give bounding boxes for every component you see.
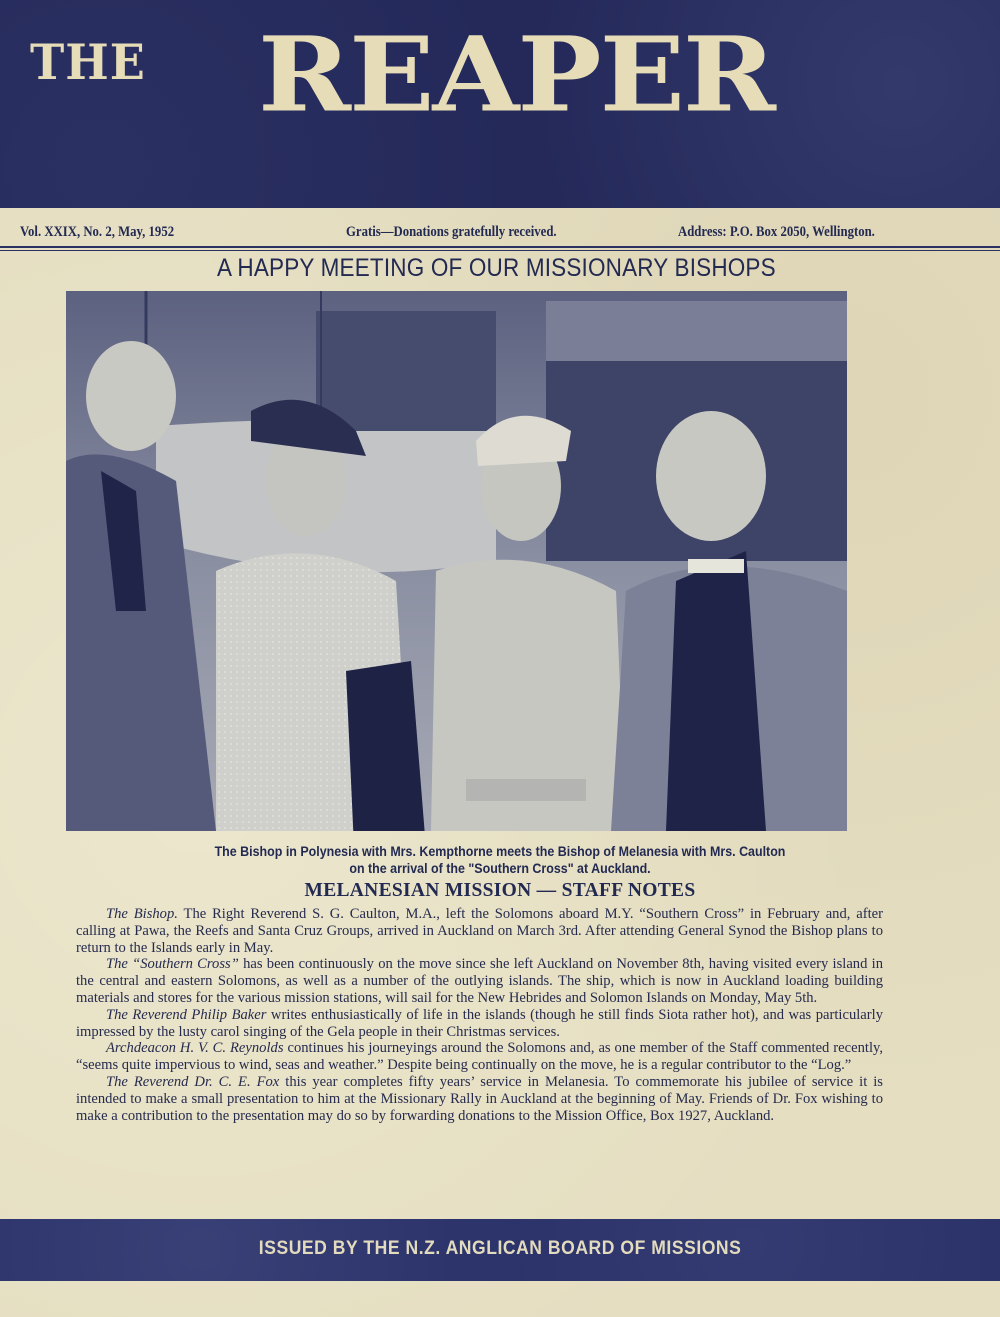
paragraph-text: writes enthusiastically of life in the islands (though he still finds Siota rather hot), and was particularly impressed by the lusty carol singing of the Gela people in their Christmas services.	[76, 1006, 883, 1040]
photo-image	[66, 291, 847, 831]
paragraph-lead: The Reverend Dr. C. E. Fox	[106, 1073, 280, 1090]
paragraph-text: The Right Reverend S. G. Caulton, M.A., left the Solomons aboard M.Y. “Southern Cross” in February and, after calling at Pawa, the Reefs and Santa Cruz Groups, arrived in Auckland on March 3rd. After attending General Synod the Bishop plans to return to the Islands early in May.	[76, 906, 883, 956]
masthead-title-large: REAPER	[258, 14, 775, 136]
paragraph-text: continues his journeyings around the Solomons and, as one member of the Staff commented recently, “seems quite impervious to wind, seas and weather.” Despite being continually on the move, he is a regular contributor to the “Log.”	[76, 1040, 883, 1074]
paragraph-text: this year completes fifty years’ service in Melanesia. To commemorate his jubilee of service it is intended to make a small presentation to him at the Missionary Rally in Auckland at the beginning of May. Friends of Dr. Fox wishing to make a contribution to the presentation may do so by forwarding donations to the Mission Office, Box 1927, Auckland.	[76, 1073, 883, 1124]
gratis-notice: Gratis—Donations gratefully received.	[346, 224, 557, 240]
masthead-title-small: THE	[30, 34, 146, 91]
paragraph-lead: The Reverend Philip Baker	[106, 1006, 267, 1023]
divider-rule-thin	[0, 250, 1000, 251]
issue-info-line	[0, 220, 1000, 244]
paragraph-fox	[76, 1074, 883, 1124]
paragraph-reynolds	[76, 1040, 883, 1074]
footer-text: ISSUED BY THE N.Z. ANGLICAN BOARD OF MISSIONS	[258, 1237, 742, 1259]
paragraph-lead: The “Southern Cross”	[106, 956, 239, 973]
footer-text-wrap	[0, 1237, 1000, 1260]
paragraph-southern-cross	[76, 956, 883, 1006]
volume-info: Vol. XXIX, No. 2, May, 1952	[20, 224, 175, 240]
article-title: MELANESIAN MISSION — STAFF NOTES	[304, 880, 696, 901]
article-body	[76, 906, 883, 1124]
paragraph-text: has been continuously on the move since she left Auckland on November 8th, having visited every island in the central and eastern Solomons, as well as a number of the outlying islands. The ship, which is now in Auckland loading building materials and stores for the various mission stations, will sail for the New Hebrides and Solomon Islands on Monday, May 5th.	[76, 956, 883, 1006]
paragraph-bishop	[76, 906, 883, 956]
headline-text: A HAPPY MEETING OF OUR MISSIONARY BISHOPS	[216, 254, 776, 282]
paragraph-lead: Archdeacon H. V. C. Reynolds	[106, 1040, 284, 1057]
masthead	[0, 0, 1000, 208]
paragraph-lead: The Bishop.	[106, 906, 178, 922]
paragraph-philip-baker	[76, 1007, 883, 1041]
photo-caption	[0, 843, 1000, 877]
caption-line-1: The Bishop in Polynesia with Mrs. Kempthorne meets the Bishop of Melanesia with Mrs. Caulton	[214, 844, 786, 859]
postal-address: Address: P.O. Box 2050, Wellington.	[678, 224, 875, 240]
photograph	[66, 291, 847, 831]
divider-rule	[0, 246, 1000, 248]
headline	[0, 254, 1000, 283]
caption-line-2: on the arrival of the "Southern Cross" at Auckland.	[349, 861, 651, 876]
footer-banner	[0, 1219, 1000, 1281]
